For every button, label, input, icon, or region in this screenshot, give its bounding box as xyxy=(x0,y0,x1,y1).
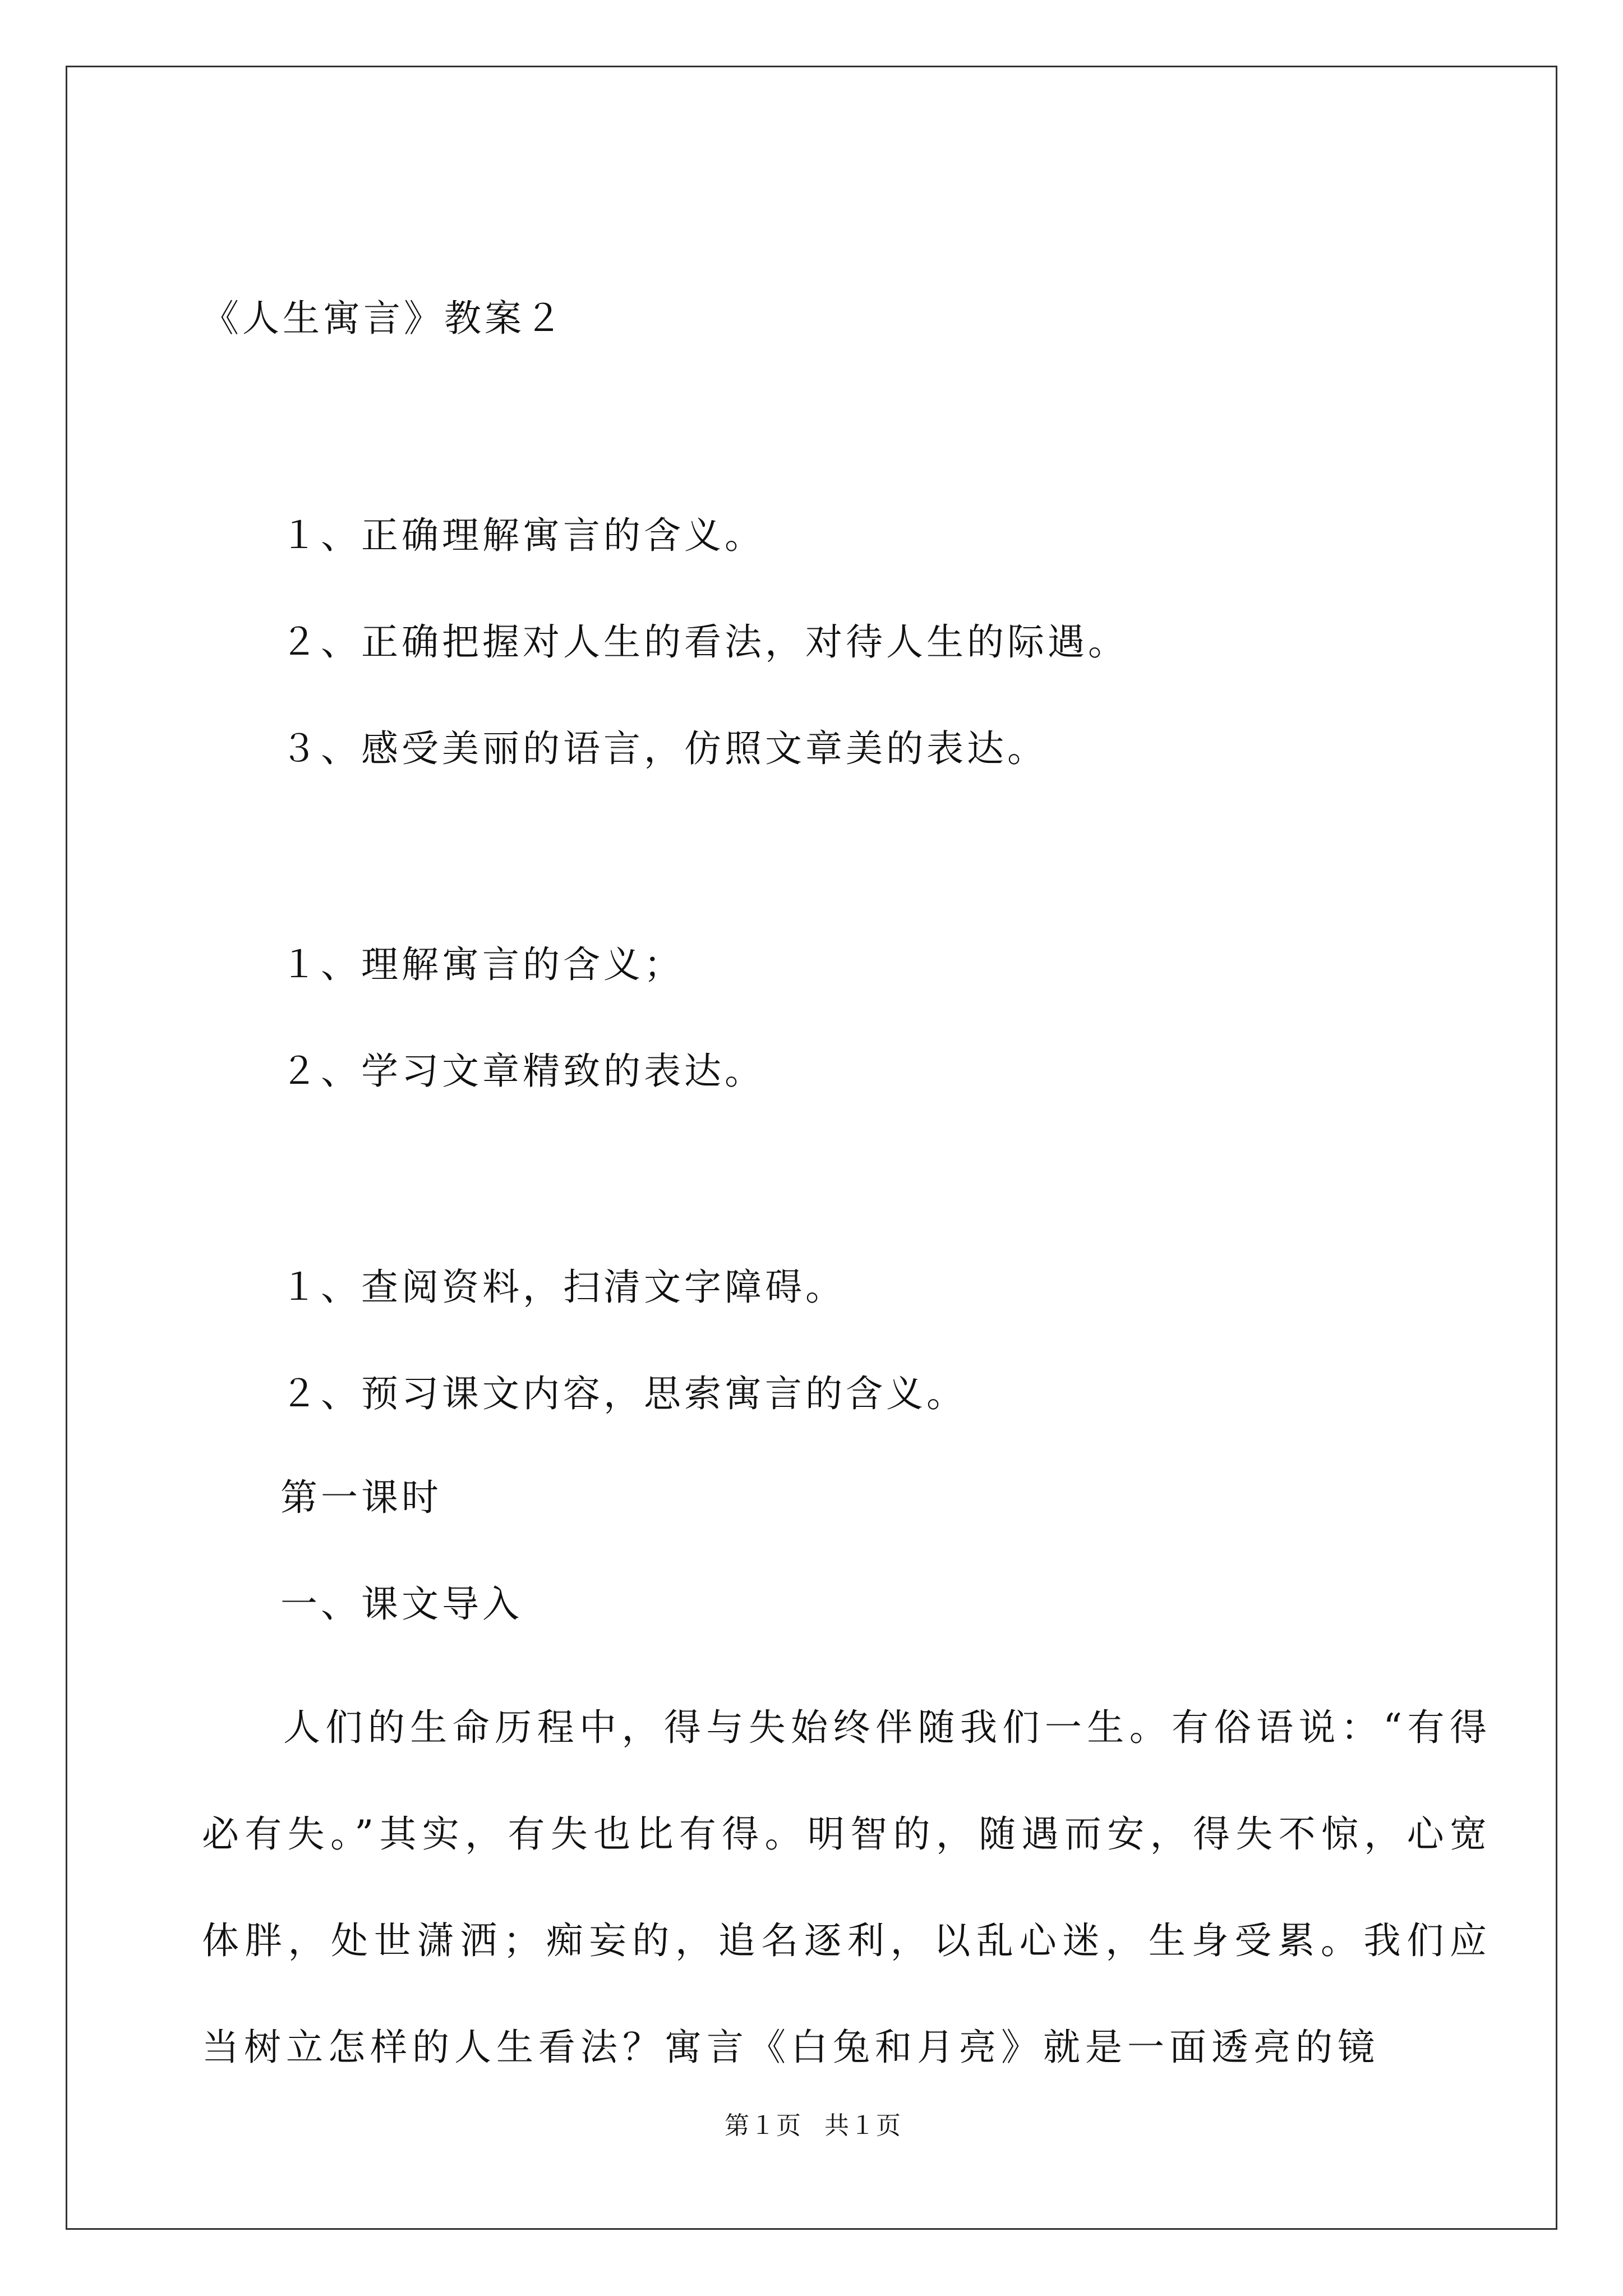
page-footer xyxy=(67,2109,1559,2143)
page-border xyxy=(66,66,1557,2230)
section-heading: 一、课文导入 xyxy=(280,1582,523,1626)
preparation-item-2: ２、预习课文内容，思索寓言的含义。 xyxy=(280,1372,967,1415)
key-point-item-1: １、理解寓言的含义； xyxy=(280,943,684,986)
lesson-label: 第一课时 xyxy=(280,1476,442,1519)
page-total: 共１页 xyxy=(824,2111,902,2140)
goal-item-2: ２、正确把握对人生的看法，对待人生的际遇。 xyxy=(280,620,1128,664)
goal-item-3: ３、感受美丽的语言，仿照文章美的表达。 xyxy=(280,727,1048,770)
key-point-item-2: ２、学习文章精致的表达。 xyxy=(280,1050,765,1093)
preparation-item-1: １、查阅资料，扫清文字障碍。 xyxy=(280,1266,846,1309)
goal-item-1: １、正确理解寓言的含义。 xyxy=(280,514,765,557)
document-title: 《人生寓言》教案２ xyxy=(202,297,565,340)
page-number: 第１页 xyxy=(725,2111,802,2140)
body-paragraph: 人们的生命历程中，得与失始终伴随我们一生。有俗语说：“有得必有失。”其实，有失也比有得。明智的，随遇而安，得失不惊，心宽体胖，处世潇洒；痴妄的，追名逐利，以乱心迷，生身受累。我们应当树立怎样的人生看法？寓言《白兔和月亮》就是一面透亮的镜 xyxy=(202,1706,1492,2069)
